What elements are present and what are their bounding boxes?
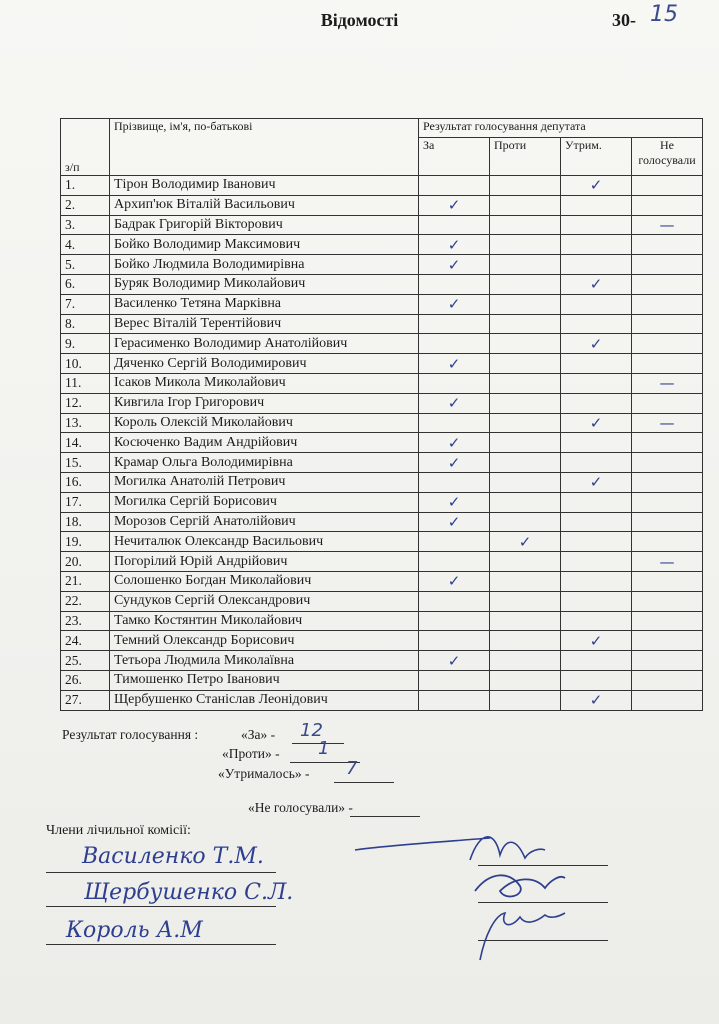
table-row <box>61 393 703 413</box>
vote-cell-ne <box>632 176 703 196</box>
table-row <box>61 690 703 710</box>
summary-ne-label: «Не голосували» - <box>248 800 353 815</box>
deputy-name: Кивгила Ігор Григорович <box>110 393 419 413</box>
vote-cell-ne <box>632 314 703 334</box>
vote-cell-za: ✓ <box>419 453 490 473</box>
table-row <box>61 354 703 374</box>
vote-cell-utrym <box>561 195 632 215</box>
vote-cell-utrym <box>561 373 632 393</box>
vote-cell-za <box>419 413 490 433</box>
deputy-name: Могилка Анатолій Петрович <box>110 472 419 492</box>
row-number: 15. <box>61 453 110 473</box>
vote-cell-proty <box>490 690 561 710</box>
vote-cell-za: ✓ <box>419 294 490 314</box>
vote-cell-za: ✓ <box>419 492 490 512</box>
header-num: з/п <box>61 119 110 176</box>
deputy-name: Герасименко Володимир Анатолійович <box>110 334 419 354</box>
table-row <box>61 215 703 235</box>
vote-cell-proty <box>490 552 561 572</box>
vote-cell-utrym <box>561 571 632 591</box>
vote-cell-ne: — <box>632 413 703 433</box>
row-number: 20. <box>61 552 110 572</box>
deputy-name: Бадрак Григорій Вікторович <box>110 215 419 235</box>
vote-cell-za: ✓ <box>419 571 490 591</box>
summary-za-value: 12 <box>300 720 323 741</box>
vote-cell-za <box>419 611 490 631</box>
vote-cell-za <box>419 373 490 393</box>
vote-cell-proty <box>490 294 561 314</box>
vote-cell-ne <box>632 690 703 710</box>
vote-cell-proty <box>490 433 561 453</box>
row-number: 18. <box>61 512 110 532</box>
commission-member-2: Щербушенко С.Л. <box>84 880 294 905</box>
deputy-name: Дяченко Сергій Володимирович <box>110 354 419 374</box>
table-row <box>61 571 703 591</box>
row-number: 7. <box>61 294 110 314</box>
vote-cell-ne: — <box>632 215 703 235</box>
vote-cell-utrym: ✓ <box>561 176 632 196</box>
vote-cell-proty <box>490 354 561 374</box>
vote-cell-ne <box>632 433 703 453</box>
commission-member-3: Король А.М <box>66 918 203 943</box>
row-number: 2. <box>61 195 110 215</box>
document-title: Відомості <box>320 10 399 30</box>
vote-cell-proty <box>490 512 561 532</box>
deputy-name: Могилка Сергій Борисович <box>110 492 419 512</box>
summary-utrym-underline <box>334 782 394 783</box>
vote-cell-za: ✓ <box>419 235 490 255</box>
summary-utrym-label: «Утрималось» - <box>218 766 310 781</box>
table-row <box>61 334 703 354</box>
row-number: 3. <box>61 215 110 235</box>
table-row <box>61 235 703 255</box>
vote-cell-proty <box>490 492 561 512</box>
vote-cell-ne <box>632 453 703 473</box>
vote-cell-za <box>419 532 490 552</box>
vote-cell-ne: — <box>632 552 703 572</box>
table-row <box>61 670 703 690</box>
signature-3 <box>470 905 570 965</box>
vote-cell-proty <box>490 274 561 294</box>
table-row <box>61 274 703 294</box>
row-number: 19. <box>61 532 110 552</box>
vote-cell-proty <box>490 393 561 413</box>
vote-cell-utrym: ✓ <box>561 334 632 354</box>
vote-cell-proty <box>490 453 561 473</box>
vote-cell-za <box>419 670 490 690</box>
vote-cell-proty <box>490 255 561 275</box>
row-number: 14. <box>61 433 110 453</box>
row-number: 4. <box>61 235 110 255</box>
header-utrym: Утрим. <box>561 138 632 176</box>
vote-cell-ne <box>632 591 703 611</box>
row-number: 25. <box>61 651 110 671</box>
deputy-name: Тамко Костянтин Миколайович <box>110 611 419 631</box>
vote-cell-proty <box>490 611 561 631</box>
vote-cell-ne <box>632 631 703 651</box>
row-number: 12. <box>61 393 110 413</box>
deputy-name: Нечиталюк Олександр Васильович <box>110 532 419 552</box>
vote-cell-utrym: ✓ <box>561 274 632 294</box>
deputy-name: Погорілий Юрій Андрійович <box>110 552 419 572</box>
deputy-name: Тірон Володимир Іванович <box>110 176 419 196</box>
table-row <box>61 591 703 611</box>
vote-cell-utrym <box>561 294 632 314</box>
vote-cell-utrym <box>561 552 632 572</box>
vote-cell-utrym <box>561 393 632 413</box>
vote-cell-za <box>419 334 490 354</box>
vote-cell-utrym <box>561 453 632 473</box>
vote-cell-proty <box>490 651 561 671</box>
row-number: 13. <box>61 413 110 433</box>
member-3-line <box>46 944 276 945</box>
vote-cell-za <box>419 314 490 334</box>
vote-cell-utrym <box>561 532 632 552</box>
table-row <box>61 512 703 532</box>
vote-cell-proty <box>490 413 561 433</box>
vote-cell-za <box>419 591 490 611</box>
vote-cell-proty <box>490 670 561 690</box>
summary-label: Результат голосування : <box>62 727 199 742</box>
table-row <box>61 294 703 314</box>
row-number: 6. <box>61 274 110 294</box>
vote-cell-utrym: ✓ <box>561 690 632 710</box>
row-number: 24. <box>61 631 110 651</box>
vote-cell-ne <box>632 393 703 413</box>
deputy-name: Король Олексій Миколайович <box>110 413 419 433</box>
voting-table-body <box>61 176 703 711</box>
vote-cell-utrym <box>561 512 632 532</box>
vote-cell-proty <box>490 571 561 591</box>
deputy-name: Бойко Людмила Володимирівна <box>110 255 419 275</box>
deputy-name: Тетьора Людмила Миколаївна <box>110 651 419 671</box>
table-row <box>61 433 703 453</box>
vote-cell-za <box>419 552 490 572</box>
vote-cell-za: ✓ <box>419 651 490 671</box>
vote-cell-utrym: ✓ <box>561 472 632 492</box>
vote-cell-proty <box>490 235 561 255</box>
table-row <box>61 472 703 492</box>
header-ne-line2: голосували <box>638 153 696 168</box>
vote-cell-ne <box>632 354 703 374</box>
vote-cell-za: ✓ <box>419 195 490 215</box>
header-za: За <box>419 138 490 176</box>
vote-cell-utrym <box>561 354 632 374</box>
deputy-name: Архип'юк Віталій Васильович <box>110 195 419 215</box>
summary-proty-value: 1 <box>318 738 330 759</box>
vote-cell-ne <box>632 571 703 591</box>
table-row <box>61 373 703 393</box>
commission-label: Члени лічильної комісії: <box>46 823 191 838</box>
vote-cell-ne <box>632 334 703 354</box>
vote-cell-za <box>419 215 490 235</box>
vote-cell-ne <box>632 294 703 314</box>
row-number: 9. <box>61 334 110 354</box>
row-number: 23. <box>61 611 110 631</box>
vote-cell-za: ✓ <box>419 393 490 413</box>
voting-table <box>60 118 703 711</box>
table-row <box>61 651 703 671</box>
vote-cell-proty <box>490 472 561 492</box>
vote-cell-za <box>419 176 490 196</box>
table-row <box>61 611 703 631</box>
deputy-name: Морозов Сергій Анатолійович <box>110 512 419 532</box>
row-number: 1. <box>61 176 110 196</box>
table-row <box>61 413 703 433</box>
deputy-name: Буряк Володимир Миколайович <box>110 274 419 294</box>
vote-cell-utrym <box>561 591 632 611</box>
deputy-name: Темний Олександр Борисович <box>110 631 419 651</box>
row-number: 5. <box>61 255 110 275</box>
vote-cell-ne <box>632 195 703 215</box>
row-number: 16. <box>61 472 110 492</box>
summary-utrym-value: 7 <box>346 758 358 779</box>
table-row <box>61 314 703 334</box>
vote-cell-ne <box>632 492 703 512</box>
header-result: Результат голосування депутата <box>419 119 703 138</box>
row-number: 8. <box>61 314 110 334</box>
table-row <box>61 552 703 572</box>
vote-cell-ne <box>632 235 703 255</box>
vote-cell-ne <box>632 651 703 671</box>
row-number: 17. <box>61 492 110 512</box>
member-1-line <box>46 872 276 873</box>
summary-za-label: «За» - <box>241 727 276 742</box>
vote-cell-ne <box>632 670 703 690</box>
table-row <box>61 255 703 275</box>
deputy-name: Бойко Володимир Максимович <box>110 235 419 255</box>
vote-cell-ne <box>632 472 703 492</box>
vote-cell-proty <box>490 373 561 393</box>
vote-cell-proty <box>490 314 561 334</box>
row-number: 26. <box>61 670 110 690</box>
table-row <box>61 631 703 651</box>
vote-cell-ne <box>632 255 703 275</box>
vote-cell-utrym: ✓ <box>561 631 632 651</box>
vote-cell-ne <box>632 512 703 532</box>
row-number: 11. <box>61 373 110 393</box>
vote-cell-ne <box>632 611 703 631</box>
document-number-handwritten: 15 <box>650 2 678 27</box>
document-number: 30- <box>612 10 636 30</box>
row-number: 27. <box>61 690 110 710</box>
row-number: 10. <box>61 354 110 374</box>
vote-cell-utrym <box>561 433 632 453</box>
vote-cell-proty <box>490 195 561 215</box>
vote-cell-utrym <box>561 611 632 631</box>
table-row <box>61 176 703 196</box>
vote-cell-za: ✓ <box>419 354 490 374</box>
vote-cell-za: ✓ <box>419 512 490 532</box>
deputy-name: Солошенко Богдан Миколайович <box>110 571 419 591</box>
deputy-name: Ісаков Микола Миколайович <box>110 373 419 393</box>
row-number: 22. <box>61 591 110 611</box>
header-ne <box>632 138 703 176</box>
deputy-name: Верес Віталій Терентійович <box>110 314 419 334</box>
vote-cell-ne <box>632 532 703 552</box>
vote-cell-proty <box>490 334 561 354</box>
row-number: 21. <box>61 571 110 591</box>
commission-member-1: Василенко Т.М. <box>82 844 264 869</box>
signature-2 <box>470 866 570 906</box>
deputy-name: Щербушенко Станіслав Леонідович <box>110 690 419 710</box>
vote-cell-utrym <box>561 314 632 334</box>
deputy-name: Василенко Тетяна Марківна <box>110 294 419 314</box>
table-row <box>61 453 703 473</box>
header-name: Прізвище, ім'я, по-батькові <box>110 119 419 176</box>
vote-cell-za <box>419 274 490 294</box>
deputy-name: Крамар Ольга Володимирівна <box>110 453 419 473</box>
vote-cell-utrym <box>561 255 632 275</box>
vote-cell-ne: — <box>632 373 703 393</box>
summary-proty-label: «Проти» - <box>222 746 280 761</box>
summary-ne-underline <box>350 816 420 817</box>
vote-cell-proty <box>490 631 561 651</box>
vote-cell-proty: ✓ <box>490 532 561 552</box>
header-ne-line1: Не <box>660 138 674 153</box>
vote-cell-za <box>419 690 490 710</box>
deputy-name: Тимошенко Петро Іванович <box>110 670 419 690</box>
table-row <box>61 492 703 512</box>
vote-cell-utrym <box>561 651 632 671</box>
member-2-line <box>46 906 276 907</box>
vote-cell-utrym <box>561 492 632 512</box>
table-row <box>61 195 703 215</box>
header-proty: Проти <box>490 138 561 176</box>
vote-cell-proty <box>490 215 561 235</box>
vote-cell-za <box>419 631 490 651</box>
vote-cell-za: ✓ <box>419 433 490 453</box>
deputy-name: Косюченко Вадим Андрійович <box>110 433 419 453</box>
vote-cell-utrym <box>561 670 632 690</box>
vote-cell-ne <box>632 274 703 294</box>
deputy-name: Сундуков Сергій Олександрович <box>110 591 419 611</box>
vote-cell-utrym <box>561 235 632 255</box>
table-row <box>61 532 703 552</box>
vote-cell-za <box>419 472 490 492</box>
vote-cell-proty <box>490 176 561 196</box>
vote-cell-utrym <box>561 215 632 235</box>
vote-cell-za: ✓ <box>419 255 490 275</box>
vote-cell-proty <box>490 591 561 611</box>
vote-cell-utrym: ✓ <box>561 413 632 433</box>
